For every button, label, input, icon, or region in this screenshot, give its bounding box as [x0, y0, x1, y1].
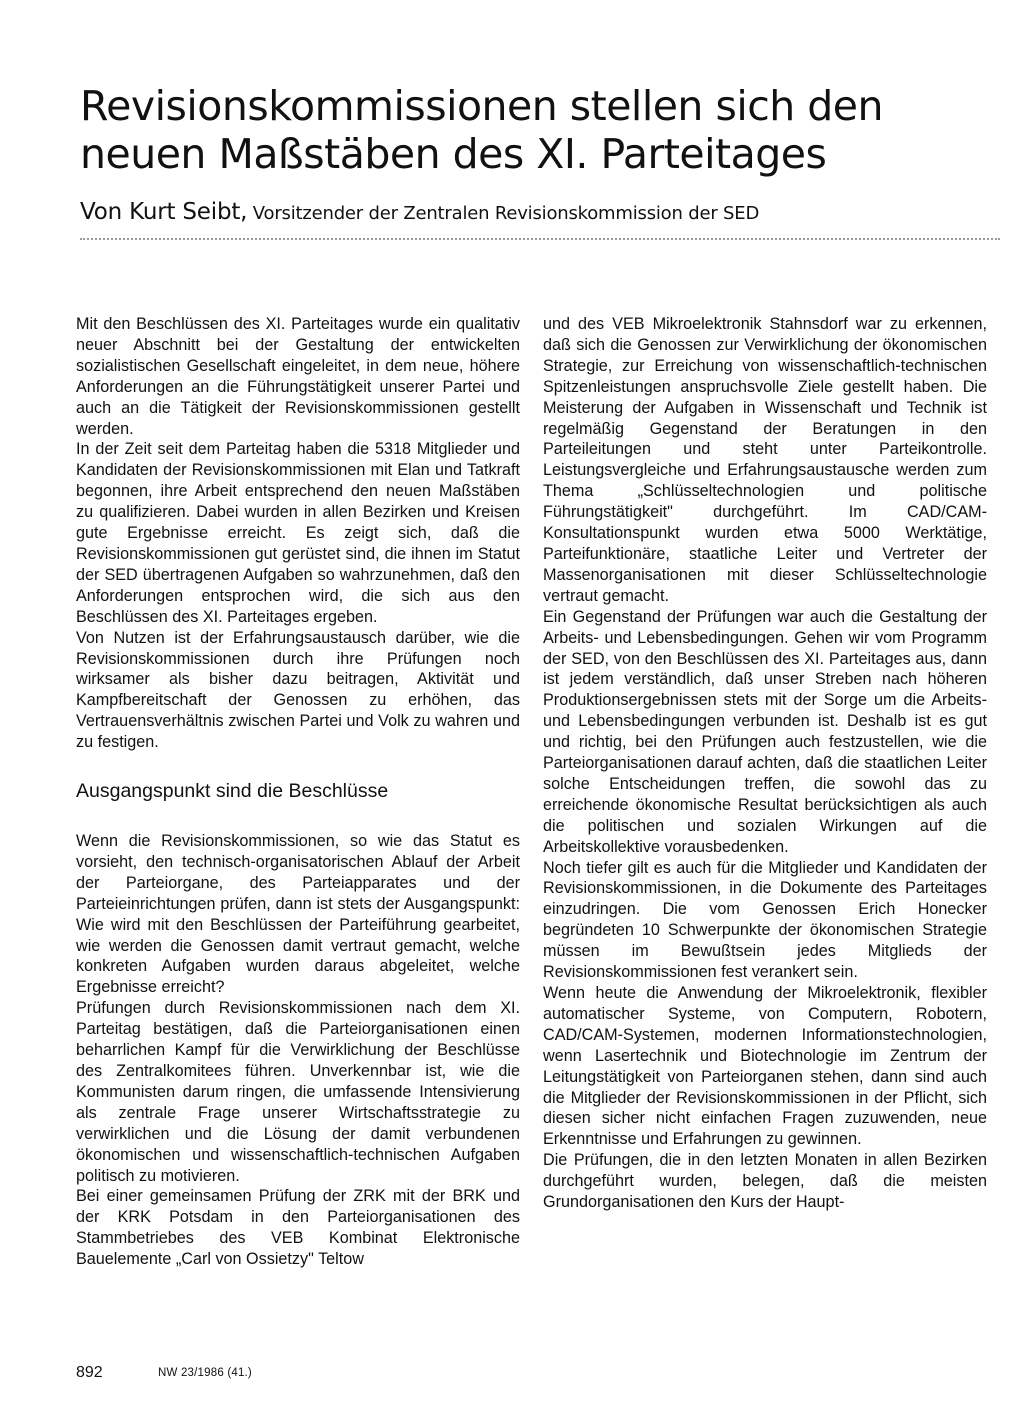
paragraph: Bei einer gemeinsamen Prüfung der ZRK mit der BRK und der KRK Potsdam in den Parteiorganisationen des Stammbetriebes des VEB Kombinat Elektronische Bauelemente „Carl von Ossietzy" Teltow: [76, 1187, 520, 1269]
paragraph: Die Prüfungen, die in den letzten Monaten in allen Bezirken durchgeführt wurden, belegen, daß die meisten Grundorganisationen den Kurs der Haupt-: [543, 1151, 987, 1212]
paragraph: In der Zeit seit dem Parteitag haben die 5318 Mitglieder und Kandidaten der Revisionskommissionen mit Elan und Tatkraft begonnen, ihre Arbeit entsprechend den neuen Maßstäben zu qualifizieren. Dabei wurden in allen Bezirken und Kreisen gute Ergebnisse erreicht. Es zeigt sich, daß die Revisionskommissionen gut gerüstet sind, die ihnen im Statut der SED übertragenen Aufgaben so wahrzunehmen, daß den Anforderungen entsprochen wird, die sich aus den Beschlüssen des XI. Parteitages ergeben.: [76, 440, 520, 626]
paragraph: Wenn die Revisionskommissionen, so wie das Statut es vorsieht, den technisch-organisatorischen Ablauf der Arbeit der Parteiorgane, des Parteiapparates und der Parteieinrichtungen prüfen, dann ist stets der Ausgangspunkt: Wie wird mit den Beschlüssen der Parteiführung gearbeitet, wie werden die Genossen damit vertraut gemacht, welche konkreten Aufgaben wurden daraus abgeleitet, welche Ergebnisse erreicht?: [76, 832, 520, 997]
byline: [80, 199, 1010, 225]
paragraph: Mit den Beschlüssen des XI. Parteitages wurde ein qualitativ neuer Abschnitt bei der Gestaltung der entwickelten sozialistischen Gesellschaft eingeleitet, in dem neue, höhere Anforderungen an die Führungstätigkeit unserer Partei und auch an die Tätigkeit der Revisionskommissionen gestellt werden.: [76, 315, 520, 438]
paragraph: Prüfungen durch Revisionskommissionen nach dem XI. Parteitag bestätigen, daß die Parteiorganisationen einen beharrlichen Kampf für die Verwirklichung der Beschlüsse des Zentralkomitees führen. Unverkennbar ist, wie die Kommunisten darum ringen, die umfassende Intensivierung als zentrale Frage unserer Wirtschaftsstrategie zu verwirklichen und die Lösung der damit verbundenen ökonomischen und wissenschaftlich-technischen Aufgaben politisch zu motivieren.: [76, 999, 520, 1185]
right-column: [543, 314, 987, 1213]
left-column: [76, 314, 520, 1270]
byline-role: Vorsitzender der Zentralen Revisionskommission der SED: [247, 203, 760, 224]
issue-reference: NW 23/1986 (41.): [158, 1367, 252, 1379]
title-divider: [80, 238, 1000, 240]
section-heading: Ausgangspunkt sind die Beschlüsse: [76, 780, 389, 803]
paragraph: Noch tiefer gilt es auch für die Mitglieder und Kandidaten der Revisionskommissionen, in die Dokumente des Parteitages einzudringen. Die vom Genossen Erich Honecker begründeten 10 Schwerpunkte der ökonomischen Strategie müssen im Bewußtsein jedes Mitglieds der Revisionskommissionen fest verankert sein.: [543, 858, 987, 982]
article-title: Revisionskommissionen stellen sich den neuen Maßstäben des XI. Parteitages: [80, 82, 884, 178]
paragraph: Wenn heute die Anwendung der Mikroelektronik, flexibler automatischer Systeme, von Computern, Robotern, CAD/CAM-Systemen, modernen Informationstechnologien, wenn Lasertechnik und Biotechnologie im Zentrum der Leitungstätigkeit von Parteiorganen stehen, dann sind auch die Mitglieder der Revisionskommissionen in der Pflicht, sich diesen sicher nicht einfachen Fragen zuzuwenden, neue Erkenntnisse und Erfahrungen zu gewinnen.: [543, 984, 987, 1149]
paragraph: Von Nutzen ist der Erfahrungsaustausch darüber, wie die Revisionskommissionen durch ihre Prüfungen noch wirksamer als bisher dazu beitragen, Aktivität und Kampfbereitschaft der Genossen zu erhöhen, das Vertrauensverhältnis zwischen Partei und Volk zu wahren und zu festigen.: [76, 628, 520, 752]
byline-author: Von Kurt Seibt,: [80, 199, 248, 225]
paragraph: und des VEB Mikroelektronik Stahnsdorf war zu erkennen, daß sich die Genossen zur Verwirklichung der ökonomischen Strategie, zur Erreichung von wissenschaftlich-technischen Spitzenleistungen anspruchsvolle Ziele gestellt haben. Die Meisterung der Aufgaben in Wissenschaft und Technik ist regelmäßig Gegenstand der Beratungen in den Parteileitungen und steht unter Parteikontrolle. Leistungsvergleiche und Erfahrungsaustausche werden zum Thema „Schlüsseltechnologien und politische Führungstätigkeit" durchgeführt. Im CAD/CAM-Konsultationspunkt wurden etwa 5000 Werktätige, Parteifunktionäre, staatliche Leiter und Vertreter der Massenorganisationen mit dieser Schlüsseltechnologie vertraut gemacht.: [543, 315, 987, 605]
page-number: 892: [76, 1364, 103, 1381]
paragraph: Ein Gegenstand der Prüfungen war auch die Gestaltung der Arbeits- und Lebensbedingungen. Gehen wir vom Programm der SED, von den Beschlüssen des XI. Parteitages aus, dann ist jedem verständlich, daß unser Streben nach höheren Produktionsergebnissen stets mit der Sorge um die Arbeits- und Lebensbedingungen verbunden ist. Deshalb ist es gut und richtig, bei den Prüfungen auch festzustellen, wie die Parteiorganisationen darauf achten, daß die staatlichen Leiter solche Entscheidungen treffen, die sowohl das zu erreichende ökonomische Resultat berücksichtigen als auch die politischen und sozialen Wirkungen auf die Arbeitskollektive vorausbedenken.: [543, 607, 987, 856]
